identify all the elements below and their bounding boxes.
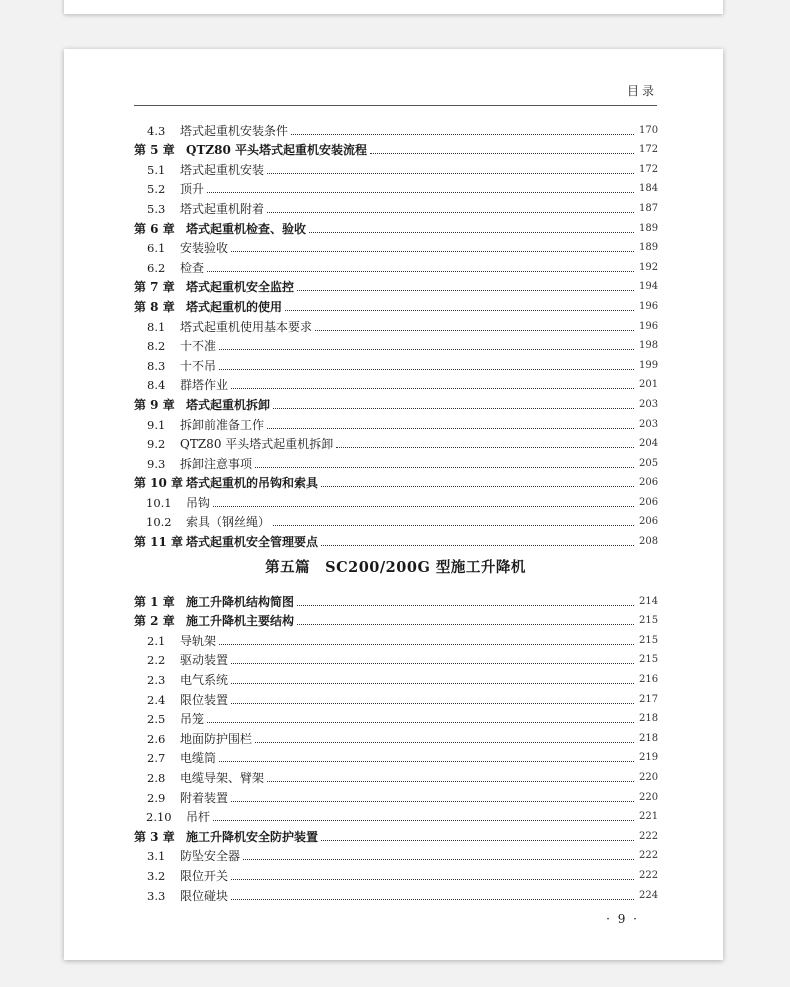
toc-entry-title: 吊杆 (186, 810, 211, 825)
toc-section-row[interactable] (134, 236, 657, 256)
toc-entry-number: 2.8 (147, 771, 166, 785)
dot-leader (219, 644, 634, 645)
toc-entry-page-number: 222 (639, 869, 659, 881)
toc-entry-number: 第 11 章 (134, 535, 184, 550)
dot-leader (213, 506, 634, 507)
toc-section-row[interactable] (134, 334, 657, 354)
toc-chapter-row[interactable] (134, 138, 657, 158)
book-page (64, 49, 723, 960)
toc-section-row[interactable] (134, 177, 657, 197)
dot-leader (321, 486, 634, 487)
dot-leader (243, 859, 634, 860)
toc-section-row[interactable] (134, 726, 657, 746)
toc-entry-number: 3.1 (147, 849, 166, 864)
toc-section-row[interactable] (134, 707, 657, 727)
toc-entry-number: 5.2 (147, 182, 166, 197)
toc-entry-number: 4.3 (147, 123, 166, 138)
dot-leader (213, 820, 634, 821)
toc-entry-title: 十不吊 (180, 358, 217, 373)
toc-entry-number: 第 10 章 (134, 476, 184, 491)
page-number: · 9 · (606, 912, 639, 926)
toc-chapter-row[interactable] (134, 216, 657, 236)
toc-entry-label (134, 791, 228, 805)
toc-entry-label (134, 712, 204, 726)
toc-entry-page-number: 184 (639, 183, 659, 195)
toc-entry-number: 2.1 (147, 633, 166, 648)
dot-leader (231, 801, 634, 802)
toc-entry-title: 索具（钢丝绳） (186, 515, 271, 530)
dot-leader (297, 624, 634, 625)
toc-entry-title: 群塔作业 (180, 378, 229, 393)
toc-entry-page-number: 215 (639, 615, 659, 627)
toc-entry-title: 拆卸注意事项 (180, 456, 253, 471)
previous-page-edge (64, 0, 723, 14)
toc-entry-label (134, 398, 270, 412)
toc-entry-page-number: 170 (639, 124, 659, 136)
toc-entry-page-number: 214 (639, 595, 659, 607)
toc-entry-title: 检查 (180, 260, 205, 275)
toc-entry-label (134, 496, 210, 510)
toc-entry-label (134, 889, 228, 903)
toc-entry-title: 塔式起重机安装 (180, 162, 265, 177)
toc-entry-number: 2.2 (147, 653, 166, 668)
toc-chapter-row[interactable] (134, 589, 657, 609)
toc-entry-page-number: 215 (639, 634, 659, 646)
dot-leader (370, 153, 634, 154)
toc-list-part-four (134, 118, 657, 549)
dot-leader (297, 290, 634, 291)
dot-leader (267, 428, 634, 429)
toc-entry-page-number: 201 (639, 379, 659, 391)
toc-entry-number: 8.1 (147, 319, 166, 334)
toc-entry-label (134, 634, 216, 648)
toc-entry-label (134, 771, 264, 785)
toc-entry-label (134, 595, 294, 609)
toc-entry-label (134, 241, 228, 255)
dot-leader (219, 369, 634, 370)
toc-entry-page-number: 222 (639, 830, 659, 842)
toc-entry-page-number: 218 (639, 713, 659, 725)
dot-leader (273, 408, 634, 409)
toc-entry-page-number: 220 (639, 772, 659, 783)
toc-entry-title: QTZ80 平头塔式起重机安装流程 (186, 143, 368, 158)
toc-section-row[interactable] (134, 373, 657, 393)
toc-entry-number: 2.5 (147, 712, 166, 727)
toc-entry-number: 10.2 (146, 515, 172, 530)
toc-entry-label (134, 202, 264, 216)
toc-entry-title: 限位开关 (180, 868, 229, 883)
toc-section-row[interactable] (134, 353, 657, 373)
toc-entry-number: 2.6 (147, 731, 166, 746)
toc-entry-title: 顶升 (180, 182, 205, 197)
toc-entry-number: 第 2 章 (134, 614, 175, 629)
toc-entry-label (134, 418, 264, 432)
toc-entry-page-number: 189 (639, 242, 659, 254)
toc-entry-page-number: 194 (639, 281, 659, 293)
toc-entry-page-number: 204 (639, 438, 659, 450)
dot-leader (219, 761, 634, 762)
toc-entry-page-number: 219 (639, 752, 659, 764)
toc-entry-page-number: 216 (639, 674, 659, 686)
toc-entry-label (134, 476, 318, 490)
toc-entry-number: 第 7 章 (134, 280, 175, 295)
toc-entry-title: QTZ80 平头塔式起重机拆卸 (180, 437, 334, 452)
toc-entry-page-number: 199 (639, 359, 659, 371)
toc-entry-label (134, 849, 240, 863)
toc-entry-title: 施工升降机主要结构 (186, 614, 295, 629)
toc-chapter-row[interactable] (134, 471, 657, 491)
toc-entry-number: 第 5 章 (134, 143, 175, 158)
toc-entry-label (134, 163, 264, 177)
dot-leader (315, 330, 634, 331)
toc-entry-title: 吊笼 (180, 712, 205, 727)
toc-entry-page-number: 198 (639, 340, 659, 352)
toc-entry-title: 限位装置 (180, 692, 229, 707)
toc-entry-title: 塔式起重机使用基本要求 (180, 319, 313, 334)
toc-entry-label (134, 830, 318, 844)
dot-leader (231, 703, 634, 704)
toc-entry-number: 2.7 (147, 751, 166, 766)
dot-leader (231, 899, 634, 900)
toc-entry-number: 3.2 (147, 868, 166, 883)
toc-entry-title: 施工升降机安全防护装置 (186, 829, 319, 844)
toc-entry-label (134, 515, 270, 529)
toc-entry-title: 塔式起重机的使用 (186, 299, 283, 314)
toc-section-row[interactable] (134, 687, 657, 707)
toc-entry-number: 第 6 章 (134, 221, 175, 236)
toc-entry-title: 附着装置 (180, 790, 229, 805)
toc-chapter-row[interactable] (134, 609, 657, 629)
toc-entry-label (134, 751, 216, 765)
toc-section-row[interactable] (134, 863, 657, 883)
dot-leader (231, 251, 634, 252)
toc-section-row[interactable] (134, 314, 657, 334)
toc-entry-page-number: 172 (639, 163, 659, 175)
toc-entry-title: 塔式起重机的吊钩和索具 (186, 476, 319, 491)
toc-entry-title: 地面防护围栏 (180, 731, 253, 746)
toc-section-row[interactable] (134, 785, 657, 805)
toc-entry-page-number: 218 (639, 732, 659, 744)
toc-entry-title: 塔式起重机检查、验收 (186, 221, 307, 236)
toc-section-row[interactable] (134, 490, 657, 510)
toc-entry-page-number: 205 (639, 457, 659, 469)
toc-entry-label (134, 437, 333, 451)
toc-section-row[interactable] (134, 451, 657, 471)
toc-entry-label (134, 320, 312, 334)
dot-leader (231, 388, 634, 389)
toc-entry-label (134, 261, 204, 275)
toc-entry-number: 3.3 (147, 888, 166, 903)
toc-entry-title: 塔式起重机拆卸 (186, 397, 271, 412)
toc-list-part-five (134, 589, 657, 903)
toc-entry-title: 施工升降机结构简图 (186, 594, 295, 609)
toc-entry-page-number: 222 (639, 850, 659, 862)
toc-entry-page-number: 215 (639, 654, 659, 666)
dot-leader (309, 232, 634, 233)
toc-entry-title: 塔式起重机安装条件 (180, 123, 289, 138)
toc-entry-page-number: 196 (639, 320, 659, 332)
dot-leader (207, 271, 634, 272)
dot-leader (267, 173, 634, 174)
toc-section-row[interactable] (134, 118, 657, 138)
toc-entry-page-number: 206 (639, 516, 659, 528)
toc-entry-title: 防坠安全器 (180, 849, 241, 864)
toc-entry-page-number: 217 (639, 693, 659, 705)
toc-entry-label (134, 535, 318, 549)
toc-entry-page-number: 206 (639, 496, 659, 508)
running-header: 目录 (134, 82, 657, 106)
dot-leader (285, 310, 634, 311)
toc-entry-page-number: 196 (639, 300, 659, 312)
toc-entry-title: 塔式起重机安全管理要点 (186, 535, 319, 550)
toc-chapter-row[interactable] (134, 392, 657, 412)
toc-section-row[interactable] (134, 412, 657, 432)
toc-section-row[interactable] (134, 432, 657, 452)
dot-leader (273, 525, 634, 526)
dot-leader (231, 879, 634, 880)
toc-entry-title: 限位碰块 (180, 888, 229, 903)
toc-entry-label (134, 653, 228, 667)
dot-leader (207, 722, 634, 723)
dot-leader (336, 447, 634, 448)
toc-section-row[interactable] (134, 667, 657, 687)
toc-section-row[interactable] (134, 510, 657, 530)
toc-entry-title: 电缆筒 (180, 751, 217, 766)
toc-entry-page-number: 203 (639, 418, 659, 430)
toc-entry-title: 安装验收 (180, 241, 229, 256)
toc-entry-number: 5.1 (147, 162, 166, 177)
dot-leader (255, 467, 634, 468)
toc-entry-title: 塔式起重机附着 (180, 201, 265, 216)
toc-entry-number: 9.1 (147, 417, 166, 432)
toc-entry-number: 第 8 章 (134, 299, 175, 314)
toc-entry-page-number: 221 (639, 811, 659, 823)
table-of-contents (134, 118, 657, 903)
toc-entry-label (134, 124, 288, 138)
toc-entry-label (134, 673, 228, 687)
toc-chapter-row[interactable] (134, 529, 657, 549)
toc-entry-label (134, 143, 367, 157)
toc-entry-number: 2.4 (147, 692, 166, 707)
toc-entry-label (134, 732, 252, 746)
toc-entry-label (134, 693, 228, 707)
dot-leader (267, 781, 634, 782)
toc-section-row[interactable] (134, 746, 657, 766)
toc-entry-title: 吊钩 (186, 495, 211, 510)
toc-entry-page-number: 192 (639, 261, 659, 273)
dot-leader (255, 742, 634, 743)
toc-section-row[interactable] (134, 196, 657, 216)
toc-entry-page-number: 172 (639, 144, 659, 156)
toc-section-row[interactable] (134, 648, 657, 668)
toc-entry-label (134, 614, 294, 628)
toc-entry-label (134, 457, 252, 471)
toc-entry-label (134, 810, 210, 824)
toc-entry-title: 电缆导架、臂架 (180, 771, 265, 785)
toc-section-row[interactable] (134, 255, 657, 275)
dot-leader (231, 663, 634, 664)
toc-entry-page-number: 206 (639, 477, 659, 489)
toc-entry-number: 10.1 (146, 495, 172, 510)
part-heading: 第五篇 SC200/200G 型施工升降机 (265, 559, 526, 577)
dot-leader (267, 212, 634, 213)
toc-entry-title: 十不准 (180, 339, 217, 354)
toc-entry-page-number: 220 (639, 791, 659, 803)
toc-entry-number: 2.9 (147, 790, 166, 805)
toc-entry-page-number: 203 (639, 398, 659, 410)
toc-section-row[interactable] (134, 157, 657, 177)
toc-section-row[interactable] (134, 765, 657, 785)
toc-section-row[interactable] (134, 844, 657, 864)
toc-entry-label (134, 222, 306, 236)
toc-entry-title: 电气系统 (180, 673, 229, 688)
toc-entry-label (134, 280, 294, 294)
toc-entry-number: 8.2 (147, 339, 166, 354)
dot-leader (321, 840, 634, 841)
toc-entry-number: 2.3 (147, 673, 166, 688)
toc-entry-number: 第 1 章 (134, 594, 175, 609)
toc-entry-number: 2.10 (146, 810, 172, 825)
dot-leader (219, 349, 634, 350)
toc-entry-label (134, 300, 282, 314)
toc-entry-label (134, 182, 204, 196)
dot-leader (297, 605, 634, 606)
toc-entry-title: 塔式起重机安全监控 (186, 280, 295, 295)
toc-entry-number: 8.3 (147, 358, 166, 373)
toc-section-row[interactable] (134, 883, 657, 903)
dot-leader (291, 134, 634, 135)
toc-chapter-row[interactable] (134, 294, 657, 314)
toc-entry-number: 6.1 (147, 241, 166, 256)
toc-entry-title: 驱动装置 (180, 653, 229, 668)
toc-chapter-row[interactable] (134, 275, 657, 295)
toc-entry-number: 9.2 (147, 437, 166, 452)
toc-entry-page-number: 187 (639, 202, 659, 214)
toc-entry-number: 8.4 (147, 378, 166, 393)
toc-section-row[interactable] (134, 628, 657, 648)
toc-entry-label (134, 869, 228, 883)
toc-entry-page-number: 189 (639, 222, 659, 234)
dot-leader (207, 192, 634, 193)
toc-entry-number: 6.2 (147, 260, 166, 275)
toc-entry-number: 第 9 章 (134, 397, 175, 412)
dot-leader (231, 683, 634, 684)
toc-entry-label (134, 339, 216, 353)
toc-chapter-row[interactable] (134, 824, 657, 844)
dot-leader (321, 545, 634, 546)
toc-entry-number: 9.3 (147, 456, 166, 471)
toc-entry-label (134, 378, 228, 392)
toc-entry-title: 拆卸前准备工作 (180, 417, 265, 432)
toc-entry-page-number: 224 (639, 889, 659, 901)
toc-entry-label (134, 359, 216, 373)
toc-section-row[interactable] (134, 805, 657, 825)
toc-entry-title: 导轨架 (180, 633, 217, 648)
toc-entry-number: 5.3 (147, 201, 166, 216)
toc-entry-number: 第 3 章 (134, 829, 175, 844)
toc-entry-page-number: 208 (639, 536, 659, 548)
